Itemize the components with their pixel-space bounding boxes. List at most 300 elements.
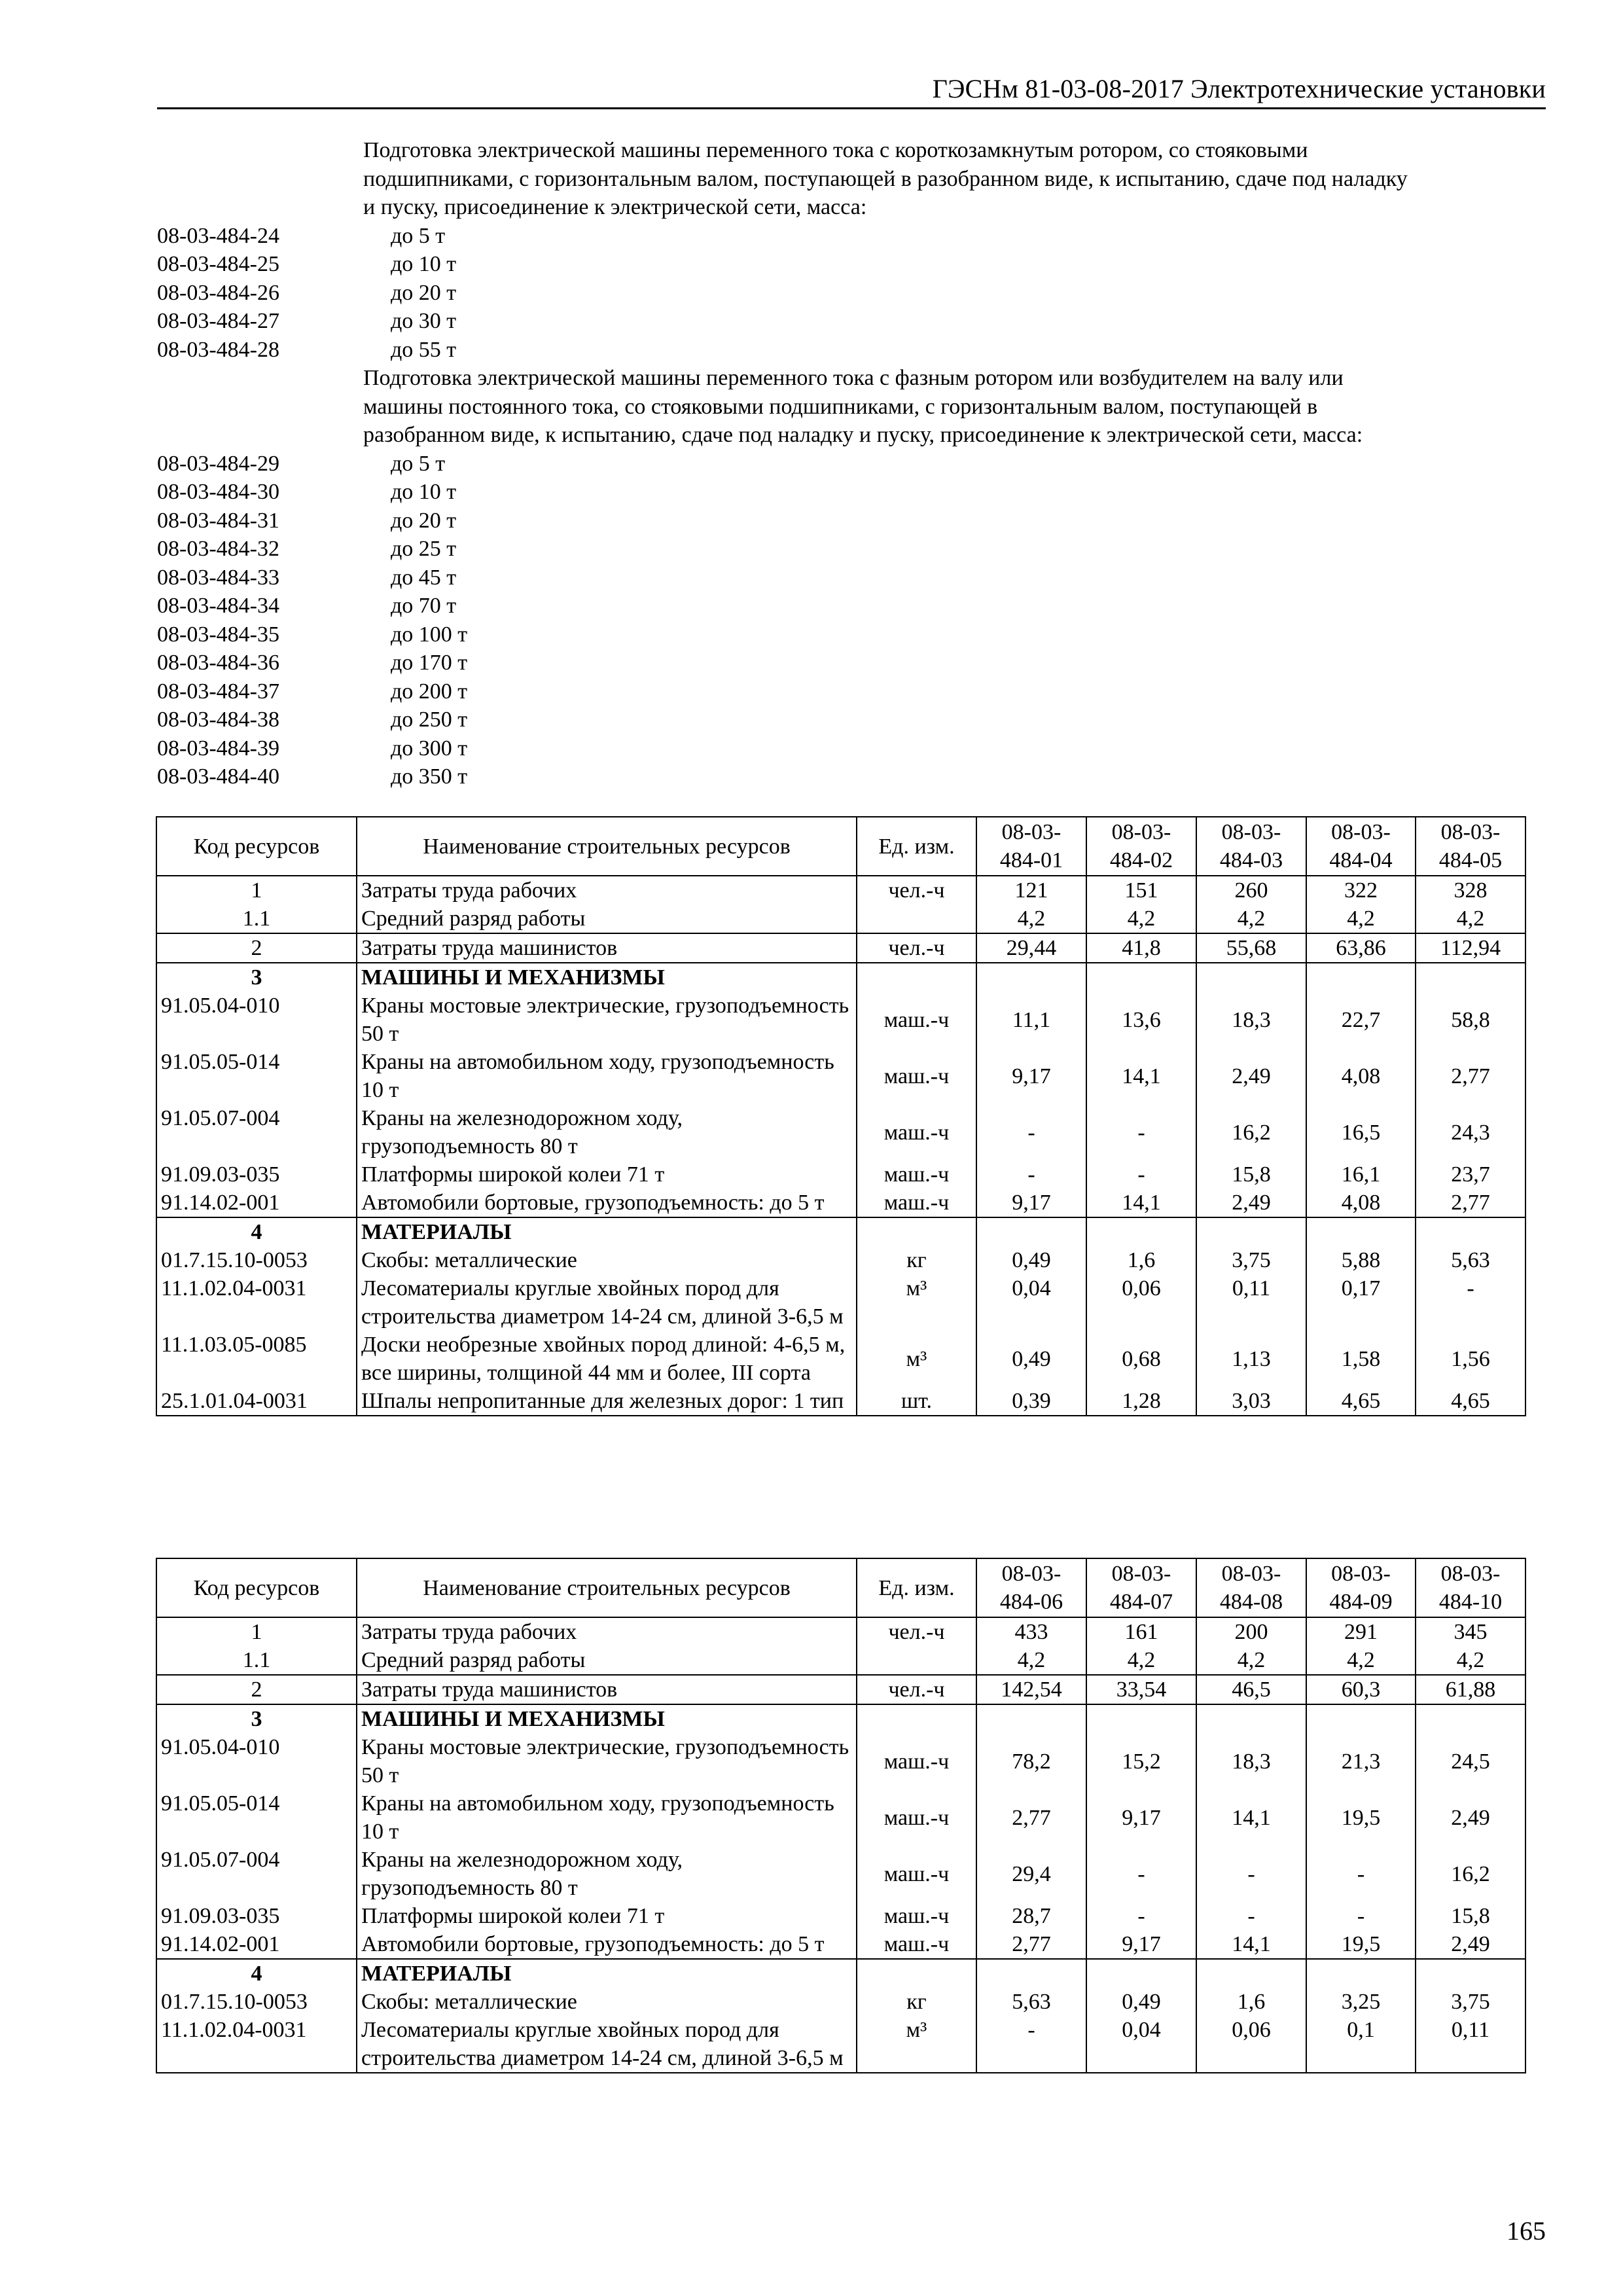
resource-value: 4,08 bbox=[1306, 1189, 1416, 1217]
resource-row bbox=[156, 933, 1525, 963]
resource-unit: маш.-ч bbox=[857, 1733, 976, 1789]
resource-value: 23,7 bbox=[1416, 1160, 1525, 1189]
rate-code-line: 484-03 bbox=[1219, 848, 1283, 872]
resource-name: Скобы: металлические bbox=[357, 1988, 857, 2016]
work-item bbox=[157, 592, 1546, 620]
resource-code: 3 bbox=[156, 963, 357, 992]
work-item-code: 08-03-484-26 bbox=[157, 280, 279, 305]
resource-value: - bbox=[1086, 1160, 1196, 1189]
header-rate-code bbox=[1196, 817, 1306, 876]
resource-unit: чел.-ч bbox=[857, 876, 976, 905]
work-item-code bbox=[157, 136, 363, 165]
resource-name: Лесоматериалы круглые хвойных пород для строительства диаметром 14-24 см, длиной 3-6,5 м bbox=[357, 2016, 857, 2073]
resource-row bbox=[156, 1331, 1525, 1387]
work-group-description bbox=[157, 393, 1546, 422]
resource-value: - bbox=[1196, 1902, 1306, 1930]
resource-value: 0,68 bbox=[1086, 1331, 1196, 1387]
resource-row bbox=[156, 1246, 1525, 1274]
header-rate-code bbox=[1306, 817, 1416, 876]
resource-value: 14,1 bbox=[1086, 1189, 1196, 1217]
resource-value: 3,75 bbox=[1416, 1988, 1525, 2016]
resource-value: 1,6 bbox=[1086, 1246, 1196, 1274]
work-group-description bbox=[157, 421, 1546, 450]
resource-code: 1.1 bbox=[156, 1646, 357, 1675]
work-group-text: Подготовка электрической машины переменного тока с короткозамкнутым ротором, со стояковыми bbox=[363, 138, 1308, 162]
work-item-code bbox=[157, 193, 363, 222]
resource-value: 61,88 bbox=[1416, 1675, 1525, 1704]
resource-unit: кг bbox=[857, 1988, 976, 2016]
resource-unit: маш.-ч bbox=[857, 1902, 976, 1930]
resource-code: 91.05.05-014 bbox=[156, 1048, 357, 1104]
work-item bbox=[157, 336, 1546, 365]
resource-value: 0,17 bbox=[1306, 1274, 1416, 1331]
work-item-code bbox=[157, 393, 363, 422]
rate-code-line: 484-04 bbox=[1329, 848, 1393, 872]
work-item-code: 08-03-484-36 bbox=[157, 651, 279, 675]
work-item-code bbox=[157, 421, 363, 450]
work-item bbox=[157, 762, 1546, 791]
resource-name: Затраты труда машинистов bbox=[357, 1675, 857, 1704]
resource-unit: м³ bbox=[857, 1331, 976, 1387]
resource-value bbox=[976, 1217, 1086, 1246]
resource-unit bbox=[857, 905, 976, 933]
resource-code: 01.7.15.10-0053 bbox=[156, 1246, 357, 1274]
work-item-code: 08-03-484-34 bbox=[157, 594, 279, 618]
page-number: 165 bbox=[1507, 2216, 1546, 2246]
resource-row bbox=[156, 1704, 1525, 1733]
header-unit: Ед. изм. bbox=[857, 1558, 976, 1617]
header-rate-code bbox=[1306, 1558, 1416, 1617]
rate-code-line: 08-03- bbox=[1111, 1562, 1171, 1586]
header-rate-code bbox=[976, 817, 1086, 876]
header-rate-code bbox=[1416, 817, 1525, 876]
resource-name: Скобы: металлические bbox=[357, 1246, 857, 1274]
resource-row bbox=[156, 1617, 1525, 1646]
work-group-text: и пуску, присоединение к электрической сети, масса: bbox=[363, 195, 867, 219]
resource-value: 322 bbox=[1306, 876, 1416, 905]
resource-value: 0,11 bbox=[1416, 2016, 1525, 2073]
resource-value bbox=[1416, 1704, 1525, 1733]
resource-value: 33,54 bbox=[1086, 1675, 1196, 1704]
rate-code-line: 08-03- bbox=[1440, 820, 1501, 844]
resource-value: 29,44 bbox=[976, 933, 1086, 963]
resource-unit: маш.-ч bbox=[857, 1160, 976, 1189]
resource-name: Платформы широкой колеи 71 т bbox=[357, 1902, 857, 1930]
resource-unit: маш.-ч bbox=[857, 1104, 976, 1160]
rate-code-line: 484-06 bbox=[999, 1590, 1063, 1614]
resource-code: 91.14.02-001 bbox=[156, 1930, 357, 1959]
resource-row bbox=[156, 1104, 1525, 1160]
resource-unit bbox=[857, 1217, 976, 1246]
resource-value: 142,54 bbox=[976, 1675, 1086, 1704]
resource-value: 14,1 bbox=[1196, 1789, 1306, 1846]
resource-code: 1 bbox=[156, 876, 357, 905]
resource-value: 260 bbox=[1196, 876, 1306, 905]
rate-code-line: 08-03- bbox=[1440, 1562, 1501, 1586]
resource-value: 21,3 bbox=[1306, 1733, 1416, 1789]
resource-value: 60,3 bbox=[1306, 1675, 1416, 1704]
work-item bbox=[157, 450, 1546, 478]
work-item-mass: до 300 т bbox=[391, 736, 468, 761]
resource-name: Краны на автомобильном ходу, грузоподъемность 10 т bbox=[357, 1789, 857, 1846]
resource-code: 25.1.01.04-0031 bbox=[156, 1387, 357, 1416]
resource-value bbox=[1196, 1217, 1306, 1246]
resource-value: 4,2 bbox=[1196, 1646, 1306, 1675]
work-item bbox=[157, 677, 1546, 706]
resource-value: 0,04 bbox=[1086, 2016, 1196, 2073]
resource-value: 3,03 bbox=[1196, 1387, 1306, 1416]
work-item-mass: до 45 т bbox=[391, 565, 457, 590]
resource-value: 9,17 bbox=[976, 1189, 1086, 1217]
resource-value: 433 bbox=[976, 1617, 1086, 1646]
resource-value: 13,6 bbox=[1086, 992, 1196, 1048]
resource-unit bbox=[857, 963, 976, 992]
resource-value: 0,06 bbox=[1086, 1274, 1196, 1331]
resource-value: - bbox=[1416, 1274, 1525, 1331]
resource-value: 46,5 bbox=[1196, 1675, 1306, 1704]
rate-code-line: 08-03- bbox=[1221, 1562, 1281, 1586]
resource-code: 91.05.07-004 bbox=[156, 1104, 357, 1160]
work-group-description bbox=[157, 136, 1546, 165]
resource-value bbox=[1306, 1217, 1416, 1246]
work-item-mass: до 5 т bbox=[391, 223, 446, 248]
resource-name: Краны на автомобильном ходу, грузоподъемность 10 т bbox=[357, 1048, 857, 1104]
work-group-text: машины постоянного тока, со стояковыми подшипниками, с горизонтальным валом, поступающей в bbox=[363, 394, 1318, 419]
resource-code: 91.05.05-014 bbox=[156, 1789, 357, 1846]
work-item bbox=[157, 307, 1546, 336]
resource-value: 15,8 bbox=[1196, 1160, 1306, 1189]
resource-name: Краны на железнодорожном ходу, грузоподъемность 80 т bbox=[357, 1846, 857, 1902]
resource-unit: маш.-ч bbox=[857, 1930, 976, 1959]
resource-value: 5,63 bbox=[1416, 1246, 1525, 1274]
resource-value: - bbox=[1086, 1846, 1196, 1902]
resource-value: - bbox=[1196, 1846, 1306, 1902]
work-item-mass: до 10 т bbox=[391, 480, 457, 504]
header-rate-code bbox=[1416, 1558, 1525, 1617]
resource-value: 3,75 bbox=[1196, 1246, 1306, 1274]
resource-unit: маш.-ч bbox=[857, 1789, 976, 1846]
resource-value: 0,39 bbox=[976, 1387, 1086, 1416]
resource-row bbox=[156, 1733, 1525, 1789]
work-item-mass: до 100 т bbox=[391, 622, 468, 647]
resource-value: 4,65 bbox=[1416, 1387, 1525, 1416]
resource-code: 01.7.15.10-0053 bbox=[156, 1988, 357, 2016]
resource-row bbox=[156, 1274, 1525, 1331]
resource-value: 2,49 bbox=[1416, 1789, 1525, 1846]
resource-code: 3 bbox=[156, 1704, 357, 1733]
work-item bbox=[157, 507, 1546, 535]
resource-value: 4,2 bbox=[1086, 905, 1196, 933]
resource-value bbox=[1086, 1217, 1196, 1246]
rate-code-line: 484-08 bbox=[1219, 1590, 1283, 1614]
resource-unit: маш.-ч bbox=[857, 1048, 976, 1104]
resource-unit bbox=[857, 1646, 976, 1675]
resource-value: 121 bbox=[976, 876, 1086, 905]
resource-unit: шт. bbox=[857, 1387, 976, 1416]
resource-value: - bbox=[1306, 1846, 1416, 1902]
resource-code: 91.05.07-004 bbox=[156, 1846, 357, 1902]
resource-value: - bbox=[1086, 1902, 1196, 1930]
rate-code-line: 08-03- bbox=[1331, 820, 1391, 844]
resource-value: 5,63 bbox=[976, 1988, 1086, 2016]
resource-row bbox=[156, 1959, 1525, 1988]
resource-code: 2 bbox=[156, 1675, 357, 1704]
resource-value bbox=[1086, 963, 1196, 992]
resource-name: Автомобили бортовые, грузоподъемность: до 5 т bbox=[357, 1189, 857, 1217]
header-rate-code bbox=[1086, 1558, 1196, 1617]
work-item-mass: до 200 т bbox=[391, 679, 468, 704]
resource-row bbox=[156, 1217, 1525, 1246]
resource-value: 78,2 bbox=[976, 1733, 1086, 1789]
resource-value bbox=[1416, 1959, 1525, 1988]
resource-value: 18,3 bbox=[1196, 1733, 1306, 1789]
resource-value: 291 bbox=[1306, 1617, 1416, 1646]
resource-unit: маш.-ч bbox=[857, 1189, 976, 1217]
header-rate-code bbox=[1196, 1558, 1306, 1617]
work-group-description bbox=[157, 364, 1546, 393]
work-item bbox=[157, 706, 1546, 734]
resource-value: 1,13 bbox=[1196, 1331, 1306, 1387]
resource-name: Платформы широкой колеи 71 т bbox=[357, 1160, 857, 1189]
resource-row bbox=[156, 1189, 1525, 1217]
resource-value: 15,2 bbox=[1086, 1733, 1196, 1789]
resource-value: 328 bbox=[1416, 876, 1525, 905]
work-item bbox=[157, 649, 1546, 677]
resource-table-1 bbox=[156, 816, 1526, 1416]
work-item-mass: до 350 т bbox=[391, 764, 468, 789]
resource-value: 4,2 bbox=[1416, 905, 1525, 933]
resource-value bbox=[1416, 1217, 1525, 1246]
work-item-mass: до 20 т bbox=[391, 280, 457, 305]
resource-value: 55,68 bbox=[1196, 933, 1306, 963]
resource-value: 1,58 bbox=[1306, 1331, 1416, 1387]
work-item bbox=[157, 478, 1546, 507]
resource-value: 2,49 bbox=[1416, 1930, 1525, 1959]
resource-code: 11.1.02.04-0031 bbox=[156, 2016, 357, 2073]
resource-value bbox=[1196, 963, 1306, 992]
resource-code: 11.1.03.05-0085 bbox=[156, 1331, 357, 1387]
resource-name: Доски необрезные хвойных пород длиной: 4-6,5 м, все ширины, толщиной 44 мм и более, III сорта bbox=[357, 1331, 857, 1387]
resource-value: 0,04 bbox=[976, 1274, 1086, 1331]
resource-unit: чел.-ч bbox=[857, 1617, 976, 1646]
resource-unit: чел.-ч bbox=[857, 1675, 976, 1704]
resource-value: 4,2 bbox=[1196, 905, 1306, 933]
rate-code-line: 484-07 bbox=[1109, 1590, 1173, 1614]
resource-value: 9,17 bbox=[1086, 1789, 1196, 1846]
resource-value: 16,1 bbox=[1306, 1160, 1416, 1189]
header-resource-name: Наименование строительных ресурсов bbox=[357, 1558, 857, 1617]
resource-value: - bbox=[976, 1104, 1086, 1160]
resource-name: Краны мостовые электрические, грузоподъемность 50 т bbox=[357, 1733, 857, 1789]
work-item-code: 08-03-484-31 bbox=[157, 508, 279, 533]
resource-value: 4,2 bbox=[976, 1646, 1086, 1675]
resource-value: 2,77 bbox=[976, 1789, 1086, 1846]
work-item-code: 08-03-484-29 bbox=[157, 451, 279, 476]
resource-value: 4,2 bbox=[976, 905, 1086, 933]
resource-value bbox=[976, 963, 1086, 992]
resource-unit: кг bbox=[857, 1246, 976, 1274]
work-item bbox=[157, 620, 1546, 649]
resource-value: 4,2 bbox=[1416, 1646, 1525, 1675]
resource-value: 4,2 bbox=[1306, 905, 1416, 933]
header-rate-code bbox=[976, 1558, 1086, 1617]
resource-value: 161 bbox=[1086, 1617, 1196, 1646]
resource-value: 18,3 bbox=[1196, 992, 1306, 1048]
resource-name: Затраты труда рабочих bbox=[357, 876, 857, 905]
resource-row bbox=[156, 1048, 1525, 1104]
resource-row bbox=[156, 1988, 1525, 2016]
resource-name: Средний разряд работы bbox=[357, 1646, 857, 1675]
resource-row bbox=[156, 1902, 1525, 1930]
resource-code: 2 bbox=[156, 933, 357, 963]
resource-value: 19,5 bbox=[1306, 1930, 1416, 1959]
resource-unit bbox=[857, 1959, 976, 1988]
resource-value: - bbox=[976, 1160, 1086, 1189]
resource-row bbox=[156, 1675, 1525, 1704]
work-item-code: 08-03-484-28 bbox=[157, 337, 279, 362]
resource-code: 91.09.03-035 bbox=[156, 1160, 357, 1189]
resource-value bbox=[1306, 1959, 1416, 1988]
work-item-mass: до 10 т bbox=[391, 252, 457, 276]
resource-code: 4 bbox=[156, 1217, 357, 1246]
resource-value: 0,11 bbox=[1196, 1274, 1306, 1331]
resource-row bbox=[156, 2016, 1525, 2073]
work-item-code: 08-03-484-32 bbox=[157, 537, 279, 561]
resource-value bbox=[976, 1959, 1086, 1988]
work-item-mass: до 55 т bbox=[391, 337, 457, 362]
running-header: ГЭСНм 81-03-08-2017 Электротехнические установки bbox=[932, 74, 1546, 103]
work-item-code: 08-03-484-24 bbox=[157, 223, 279, 248]
resource-code: 91.14.02-001 bbox=[156, 1189, 357, 1217]
resource-row bbox=[156, 876, 1525, 905]
header-resource-code: Код ресурсов bbox=[156, 1558, 357, 1617]
resource-value: 16,2 bbox=[1196, 1104, 1306, 1160]
resource-value: 16,2 bbox=[1416, 1846, 1525, 1902]
work-group-text: Подготовка электрической машины переменного тока с фазным ротором или возбудителем на валу или bbox=[363, 366, 1344, 390]
resource-value: 9,17 bbox=[976, 1048, 1086, 1104]
header-resource-name: Наименование строительных ресурсов bbox=[357, 817, 857, 876]
resource-value bbox=[1086, 1704, 1196, 1733]
resource-value: 0,1 bbox=[1306, 2016, 1416, 2073]
rate-code-line: 08-03- bbox=[1221, 820, 1281, 844]
resource-value: 4,2 bbox=[1086, 1646, 1196, 1675]
resource-value: 5,88 bbox=[1306, 1246, 1416, 1274]
resource-code: 11.1.02.04-0031 bbox=[156, 1274, 357, 1331]
resource-value: 15,8 bbox=[1416, 1902, 1525, 1930]
work-item bbox=[157, 535, 1546, 564]
resource-value: 151 bbox=[1086, 876, 1196, 905]
work-item-mass: до 5 т bbox=[391, 451, 446, 476]
resource-value: 9,17 bbox=[1086, 1930, 1196, 1959]
resource-name: Затраты труда машинистов bbox=[357, 933, 857, 963]
header-rate-code bbox=[1086, 817, 1196, 876]
resource-unit: маш.-ч bbox=[857, 1846, 976, 1902]
work-item bbox=[157, 279, 1546, 308]
resource-value: 200 bbox=[1196, 1617, 1306, 1646]
work-item-mass: до 70 т bbox=[391, 594, 457, 618]
resource-unit bbox=[857, 1704, 976, 1733]
resource-name: МАШИНЫ И МЕХАНИЗМЫ bbox=[357, 963, 857, 992]
resource-value: 112,94 bbox=[1416, 933, 1525, 963]
work-item-code: 08-03-484-27 bbox=[157, 309, 279, 333]
resource-code: 1 bbox=[156, 1617, 357, 1646]
resource-value: 24,3 bbox=[1416, 1104, 1525, 1160]
resource-row bbox=[156, 1387, 1525, 1416]
resource-value bbox=[1196, 1704, 1306, 1733]
resource-value: 41,8 bbox=[1086, 933, 1196, 963]
resource-value bbox=[1306, 963, 1416, 992]
resource-value: - bbox=[1086, 1104, 1196, 1160]
resource-value: 2,77 bbox=[1416, 1189, 1525, 1217]
rate-code-line: 08-03- bbox=[1001, 1562, 1061, 1586]
rate-code-line: 08-03- bbox=[1001, 820, 1061, 844]
resource-value: - bbox=[1306, 1902, 1416, 1930]
work-item-code: 08-03-484-37 bbox=[157, 679, 279, 704]
resource-code: 1.1 bbox=[156, 905, 357, 933]
work-item bbox=[157, 250, 1546, 279]
resource-value: 1,6 bbox=[1196, 1988, 1306, 2016]
resource-value: 2,49 bbox=[1196, 1189, 1306, 1217]
resource-name: Шпалы непропитанные для железных дорог: 1 тип bbox=[357, 1387, 857, 1416]
resource-value: 2,49 bbox=[1196, 1048, 1306, 1104]
resource-value bbox=[1416, 963, 1525, 992]
resource-value: 2,77 bbox=[1416, 1048, 1525, 1104]
resource-value: 0,49 bbox=[976, 1331, 1086, 1387]
resource-value: 22,7 bbox=[1306, 992, 1416, 1048]
header-resource-code: Код ресурсов bbox=[156, 817, 357, 876]
work-group-text: разобранном виде, к испытанию, сдаче под наладку и пуску, присоединение к электрической сети, масса: bbox=[363, 423, 1363, 447]
work-item bbox=[157, 222, 1546, 251]
resource-code: 91.05.04-010 bbox=[156, 1733, 357, 1789]
work-item-code bbox=[157, 364, 363, 393]
work-group-description bbox=[157, 193, 1546, 222]
resource-name: МАТЕРИАЛЫ bbox=[357, 1959, 857, 1988]
resource-value: 0,49 bbox=[976, 1246, 1086, 1274]
work-item bbox=[157, 564, 1546, 592]
work-item-code bbox=[157, 165, 363, 194]
resource-value: 345 bbox=[1416, 1617, 1525, 1646]
work-items-list bbox=[157, 136, 1546, 791]
resource-value: 58,8 bbox=[1416, 992, 1525, 1048]
resource-value: 4,08 bbox=[1306, 1048, 1416, 1104]
resource-value bbox=[976, 1704, 1086, 1733]
rate-code-line: 484-05 bbox=[1438, 848, 1503, 872]
resource-name: Лесоматериалы круглые хвойных пород для строительства диаметром 14-24 см, длиной 3-6,5 м bbox=[357, 1274, 857, 1331]
work-group-text: подшипниками, с горизонтальным валом, поступающей в разобранном виде, к испытанию, сдаче под наладку bbox=[363, 166, 1408, 191]
resource-row bbox=[156, 1646, 1525, 1675]
resource-name: Средний разряд работы bbox=[357, 905, 857, 933]
resource-value: 3,25 bbox=[1306, 1988, 1416, 2016]
resource-code: 91.05.04-010 bbox=[156, 992, 357, 1048]
work-item-code: 08-03-484-30 bbox=[157, 480, 279, 504]
work-item-mass: до 20 т bbox=[391, 508, 457, 533]
work-item-code: 08-03-484-33 bbox=[157, 565, 279, 590]
resource-name: Краны на железнодорожном ходу, грузоподъемность 80 т bbox=[357, 1104, 857, 1160]
resource-value: 14,1 bbox=[1196, 1930, 1306, 1959]
work-item-mass: до 25 т bbox=[391, 537, 457, 561]
resource-unit: чел.-ч bbox=[857, 933, 976, 963]
resource-value: 4,65 bbox=[1306, 1387, 1416, 1416]
resource-value: 1,56 bbox=[1416, 1331, 1525, 1387]
resource-value: 4,2 bbox=[1306, 1646, 1416, 1675]
resource-value: 29,4 bbox=[976, 1846, 1086, 1902]
resource-value: 1,28 bbox=[1086, 1387, 1196, 1416]
resource-name: Краны мостовые электрические, грузоподъемность 50 т bbox=[357, 992, 857, 1048]
work-item-code: 08-03-484-39 bbox=[157, 736, 279, 761]
resource-value: 28,7 bbox=[976, 1902, 1086, 1930]
resource-value: 16,5 bbox=[1306, 1104, 1416, 1160]
work-item-code: 08-03-484-40 bbox=[157, 764, 279, 789]
